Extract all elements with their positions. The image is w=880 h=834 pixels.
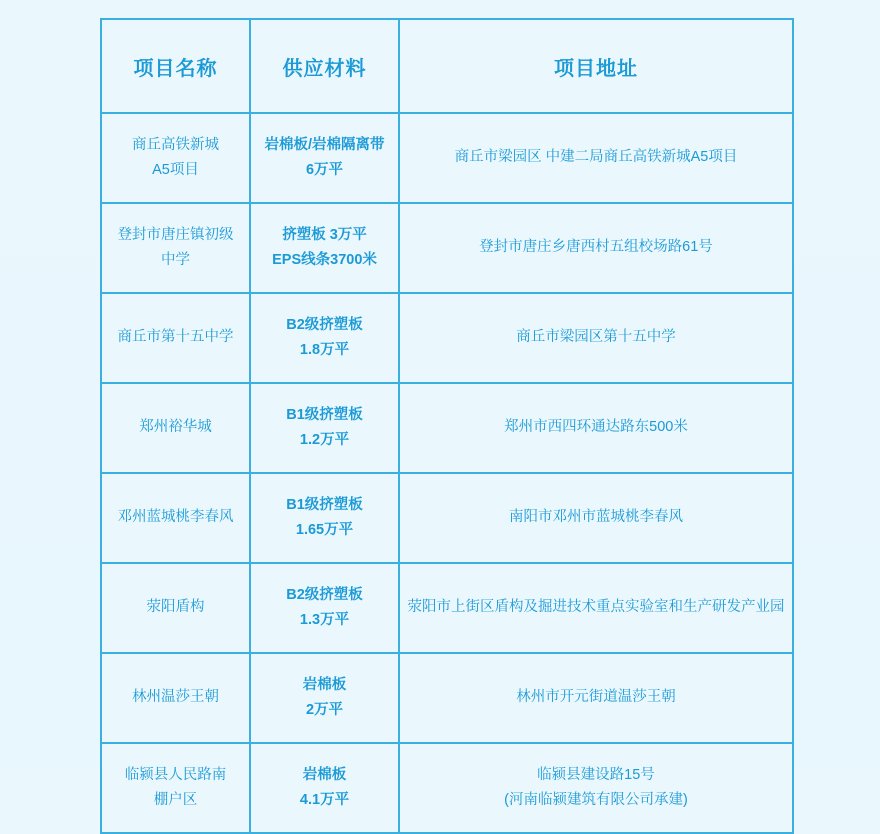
cell-address [399,563,793,653]
cell-text-line: 临颍县人民路南 [124,766,227,783]
cell-text-line: EPS线条3700米 [272,252,377,268]
cell-text-line: 商丘市梁园区 中建二局商丘高铁新城A5项目 [454,149,738,166]
cell-text-line: B1级挤塑板 [286,496,363,513]
cell-text-line: 郑州市西四环通达路东500米 [504,419,688,436]
cell-address [399,113,793,203]
cell-text-line: (河南临颍建筑有限公司承建) [504,792,688,808]
cell-material [250,653,399,743]
cell-text-line: 商丘市第十五中学 [117,329,234,346]
table-row [101,383,793,473]
project-table [100,18,794,834]
cell-text-line: 登封市唐庄乡唐西村五组校场路61号 [479,239,713,256]
table-row [101,563,793,653]
cell-material [250,383,399,473]
column-header-address: 项目地址 [399,19,793,113]
table-row [101,743,793,833]
cell-address [399,473,793,563]
cell-text-line: 岩棉板 [302,766,347,783]
cell-text-line: 林州市开元街道温莎王朝 [516,689,676,706]
cell-project-name [101,743,250,833]
cell-project-name [101,563,250,653]
table-header [101,19,793,113]
cell-text-line: 南阳市邓州市蓝城桃李春风 [509,509,683,526]
cell-text-line: 挤塑板 3万平 [282,226,367,243]
table-row [101,113,793,203]
cell-text-line: 林州温莎王朝 [132,689,219,706]
cell-address [399,743,793,833]
cell-address [399,203,793,293]
table-row [101,473,793,563]
cell-project-name [101,203,250,293]
cell-material [250,203,399,293]
cell-material [250,473,399,563]
cell-text-line: 棚户区 [153,792,198,808]
cell-text-line: 6万平 [305,162,344,178]
cell-text-line: 1.65万平 [295,522,354,538]
cell-text-line: B1级挤塑板 [286,406,363,423]
cell-text-line: 商丘市梁园区第十五中学 [516,329,676,346]
cell-text-line: 4.1万平 [299,792,350,808]
cell-text-line: 1.3万平 [299,612,350,628]
table-row [101,653,793,743]
cell-address [399,293,793,383]
cell-project-name [101,473,250,563]
cell-text-line: B2级挤塑板 [286,586,363,603]
cell-text-line: 1.2万平 [299,432,350,448]
cell-text-line: 邓州蓝城桃李春风 [117,509,234,526]
cell-text-line: 商丘高铁新城 [132,136,219,153]
cell-text-line: 中学 [161,252,190,268]
cell-text-line: 郑州裕华城 [139,419,212,436]
cell-text-line: 1.8万平 [299,342,350,358]
table-body [101,113,793,833]
cell-material [250,113,399,203]
cell-text-line: B2级挤塑板 [286,316,363,333]
cell-text-line: 岩棉板/岩棉隔离带 [264,136,385,153]
cell-material [250,293,399,383]
cell-text-line: 荥阳盾构 [146,599,205,616]
table-header-row [101,19,793,113]
column-header-project-name: 项目名称 [101,19,250,113]
cell-text-line: 2万平 [305,702,344,718]
cell-project-name [101,653,250,743]
table-row [101,203,793,293]
cell-text-line: A5项目 [152,162,199,178]
cell-text-line: 岩棉板 [302,676,347,693]
cell-address [399,383,793,473]
cell-address [399,653,793,743]
cell-project-name [101,113,250,203]
cell-project-name [101,293,250,383]
cell-material [250,563,399,653]
cell-text-line: 荥阳市上街区盾构及掘进技术重点实验室和生产研发产业园 [407,599,785,616]
column-header-material: 供应材料 [250,19,399,113]
cell-text-line: 登封市唐庄镇初级 [117,226,234,243]
table-row [101,293,793,383]
cell-text-line: 临颍县建设路15号 [537,766,655,783]
cell-project-name [101,383,250,473]
cell-material [250,743,399,833]
